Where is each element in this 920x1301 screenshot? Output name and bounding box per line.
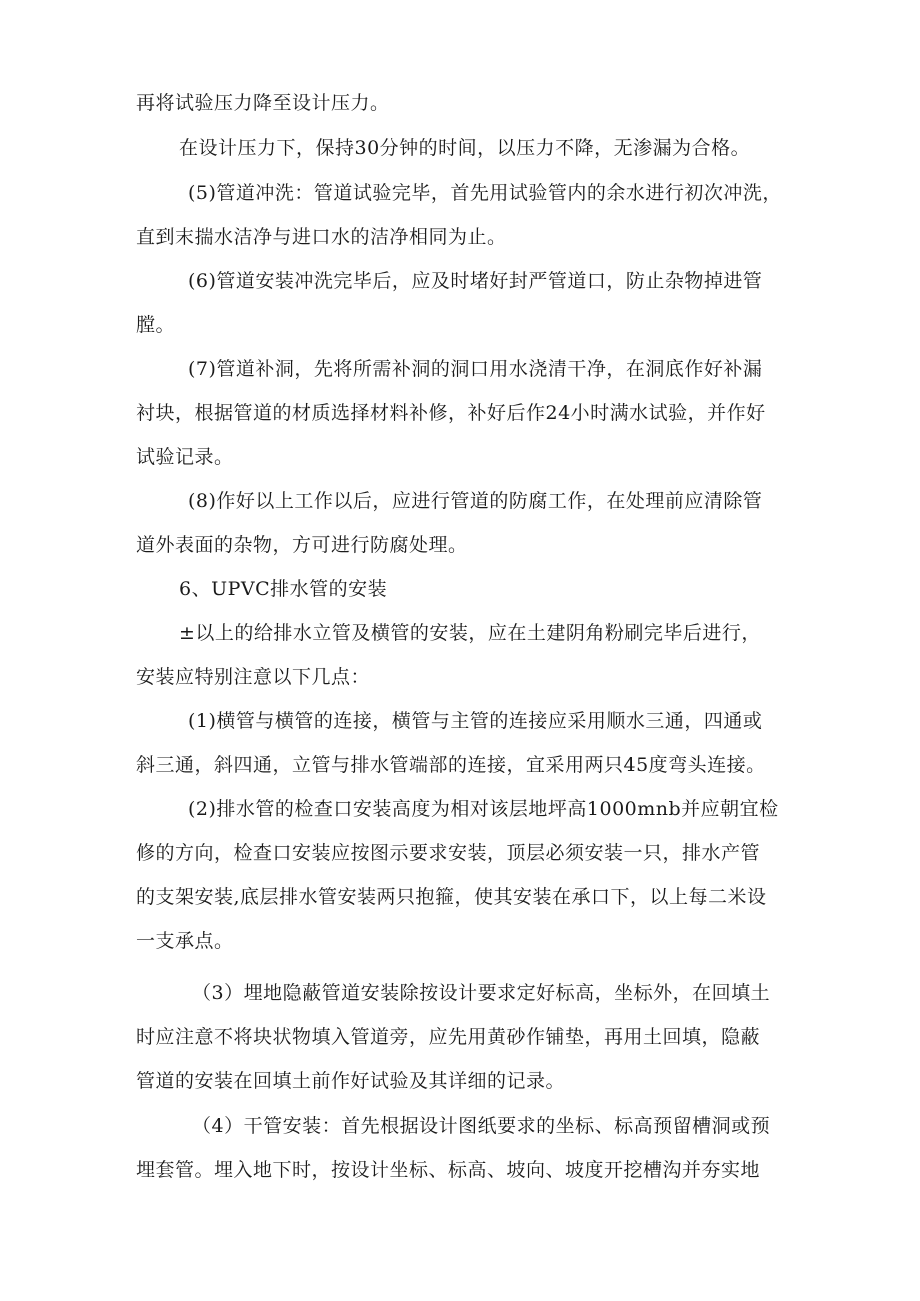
text-line: 埋套管。埋入地下时，按设计坐标、标高、坡向、坡度开挖槽沟并夯实地 <box>136 1159 761 1181</box>
section-heading: 6、UPVC排水管的安装 <box>179 578 388 600</box>
text-line: 衬块，根据管道的材质选择材料补修，补好后作24小时满水试验，并作好 <box>136 402 766 424</box>
text-line: 在设计压力下，保持30分钟的时间，以压力不降，无渗漏为合格。 <box>179 137 751 159</box>
text-line: (6)管道安装冲洗完毕后，应及时堵好封严管道口，防止杂物掉进管 <box>188 270 763 292</box>
text-line: 一支承点。 <box>136 930 234 952</box>
text-line: 管道的安装在回填土前作好试验及其详细的记录。 <box>136 1070 566 1092</box>
text-line: （3）埋地隐蔽管道安装除按设计要求定好标高，坐标外，在回填土 <box>192 982 771 1004</box>
text-line: (1)横管与横管的连接，横管与主管的连接应采用顺水三通，四通或 <box>188 710 763 732</box>
text-line: 安装应特别注意以下几点： <box>136 666 371 688</box>
text-line: （4）干管安装：首先根据设计图纸要求的坐标、标高预留槽洞或预 <box>192 1115 771 1137</box>
text-line: (7)管道补洞，先将所需补洞的洞口用水浇清干净，在洞底作好补漏 <box>188 358 763 380</box>
text-line: (2)排水管的检查口安装高度为相对该层地坪高1000mnb并应朝宜检 <box>188 798 779 820</box>
text-line: 再将试验压力降至设计压力。 <box>136 92 390 114</box>
text-line: 直到末揣水洁净与进口水的洁净相同为止。 <box>136 226 507 248</box>
text-line: 斜三通，斜四通，立管与排水管端部的连接，宜采用两只45度弯头连接。 <box>136 754 766 776</box>
text-line: 膛。 <box>136 314 176 336</box>
text-line: ±以上的给排水立管及横管的安装，应在土建阴角粉刷完毕后进行， <box>179 622 761 644</box>
text-line: (8)作好以上工作以后，应进行管道的防腐工作，在处理前应清除管 <box>188 490 763 512</box>
text-line: (5)管道冲洗：管道试验完毕，首先用试验管内的余水进行初次冲洗， <box>188 182 782 204</box>
text-line: 的支架安装,底层排水管安装两只抱箍，使其安装在承口下，以上每二米设 <box>136 886 767 908</box>
text-line: 时应注意不将块状物填入管道旁，应先用黄砂作铺垫，再用土回填，隐蔽 <box>136 1026 761 1048</box>
text-line: 试验记录。 <box>136 446 234 468</box>
text-line: 道外表面的杂物，方可进行防腐处理。 <box>136 534 468 556</box>
text-line: 修的方向，检查口安装应按图示要求安装，顶层必须安装一只，排水产管 <box>136 842 761 864</box>
